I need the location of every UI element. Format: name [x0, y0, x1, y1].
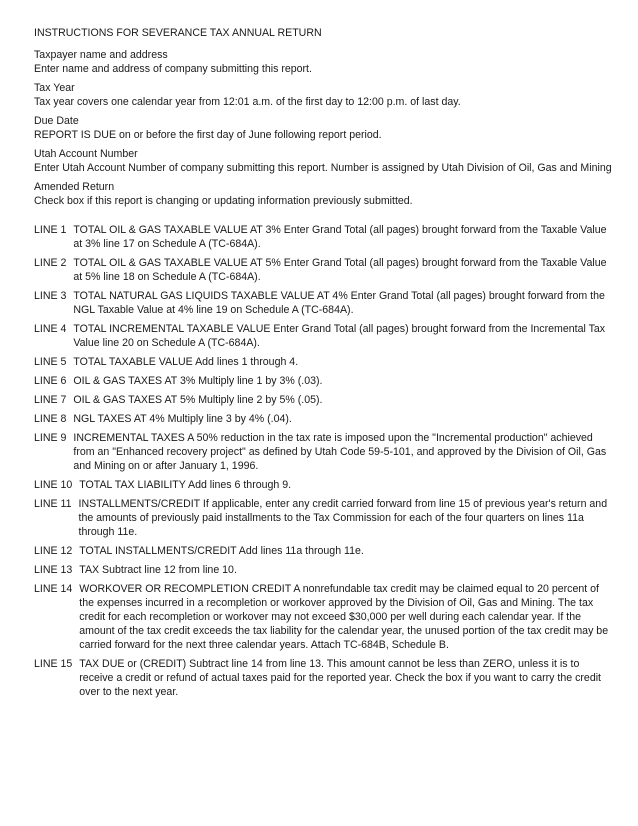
line-item — [34, 544, 614, 558]
line-number: LINE 7 — [34, 394, 67, 406]
line-text: TOTAL INSTALLMENTS/CREDIT Add lines 11a through 11e. — [79, 545, 364, 557]
line-number: LINE 2 — [34, 257, 67, 269]
line-text: TAX Subtract line 12 from line 10. — [79, 564, 237, 576]
line-text: NGL TAXES AT 4% Multiply line 3 by 4% (.04). — [73, 413, 292, 425]
line-item — [34, 393, 614, 407]
line-number: LINE 1 — [34, 224, 67, 236]
line-item — [34, 289, 614, 317]
line-text: OIL & GAS TAXES AT 5% Multiply line 2 by 5% (.05). — [73, 394, 323, 406]
line-item — [34, 497, 614, 539]
line-number: LINE 15 — [34, 658, 73, 670]
field-label: Amended Return — [34, 181, 115, 193]
line-text: TOTAL TAX LIABILITY Add lines 6 through 9. — [79, 479, 292, 491]
line-text: TOTAL OIL & GAS TAXABLE VALUE AT 3% Enter Grand Total (all pages) brought forward from the Taxable Value at 3% line 17 on Schedule A (TC-684A). — [73, 224, 607, 250]
line-item — [34, 374, 614, 388]
instructions-page — [34, 26, 614, 704]
page-title: INSTRUCTIONS FOR SEVERANCE TAX ANNUAL RETURN — [34, 27, 322, 39]
line-number: LINE 14 — [34, 583, 73, 595]
line-instructions — [34, 223, 614, 699]
line-text: TOTAL TAXABLE VALUE Add lines 1 through 4. — [73, 356, 299, 368]
line-text: TAX DUE or (CREDIT) Subtract line 14 from line 13. This amount cannot be less than ZERO, unless it is to receive a credit or refund of actual taxes paid for the reported year. Check the box if you want to carry the credit over to the next year. — [79, 658, 602, 698]
line-number: LINE 13 — [34, 564, 73, 576]
line-text: INCREMENTAL TAXES A 50% reduction in the tax rate is imposed upon the "Incremental production" achieved from an "Enhanced recovery project" as defined by Utah Code 59-5-101, and approved by the Division of Oil, Gas and Mining on or after January 1, 1996. — [73, 432, 607, 472]
field-description: Tax year covers one calendar year from 12:01 a.m. of the first day to 12:00 p.m. of last day. — [34, 96, 461, 108]
line-number: LINE 11 — [34, 498, 72, 510]
line-item — [34, 582, 614, 652]
line-text: TOTAL NATURAL GAS LIQUIDS TAXABLE VALUE AT 4% Enter Grand Total (all pages) brought forward from the NGL Taxable Value at 4% line 19 on Schedule A (TC-684A). — [73, 290, 605, 316]
line-item — [34, 355, 614, 369]
field-label: Taxpayer name and address — [34, 49, 168, 61]
field-description: Enter name and address of company submitting this report. — [34, 63, 312, 75]
line-item — [34, 322, 614, 350]
field-description: Enter Utah Account Number of company submitting this report. Number is assigned by Utah Division of Oil, Gas and Mining — [34, 162, 612, 174]
field-tax-year — [34, 81, 614, 109]
line-number: LINE 8 — [34, 413, 67, 425]
line-item — [34, 657, 614, 699]
field-label: Utah Account Number — [34, 148, 138, 160]
line-number: LINE 3 — [34, 290, 67, 302]
line-number: LINE 6 — [34, 375, 67, 387]
header-fields — [34, 48, 614, 208]
field-description: Check box if this report is changing or updating information previously submitted. — [34, 195, 413, 207]
line-item — [34, 431, 614, 473]
field-taxpayer — [34, 48, 614, 76]
field-label: Due Date — [34, 115, 79, 127]
line-number: LINE 12 — [34, 545, 73, 557]
line-text: TOTAL INCREMENTAL TAXABLE VALUE Enter Grand Total (all pages) brought forward from the Incremental Tax Value line 20 on Schedule A (TC-684A). — [73, 323, 606, 349]
line-item — [34, 478, 614, 492]
line-number: LINE 10 — [34, 479, 73, 491]
field-amended-return — [34, 180, 614, 208]
line-number: LINE 4 — [34, 323, 67, 335]
line-text: TOTAL OIL & GAS TAXABLE VALUE AT 5% Enter Grand Total (all pages) brought forward from the Taxable Value at 5% line 18 on Schedule A (TC-684A). — [73, 257, 607, 283]
field-due-date — [34, 114, 614, 142]
line-item — [34, 563, 614, 577]
line-item — [34, 256, 614, 284]
line-text: INSTALLMENTS/CREDIT If applicable, enter any credit carried forward from line 15 of previous year's return and the amounts of previously paid installments to the Tax Commission for each of the four quarters on lines 11a through 11e. — [78, 498, 608, 538]
line-item — [34, 412, 614, 426]
line-number: LINE 9 — [34, 432, 67, 444]
line-number: LINE 5 — [34, 356, 67, 368]
line-text: WORKOVER OR RECOMPLETION CREDIT A nonrefundable tax credit may be claimed equal to 20 percent of the expenses incurred in a recompletion or workover approved by the Division of Oil, Gas and Mining. The tax credit for each recompletion or workover may not exceed $30,000 per well during each calendar year. If the amount of the tax credit exceeds the tax liability for the calendar year, the unused portion of the tax credit may be carried forward for the next three calendar years. Attach TC-684B, Schedule B. — [79, 583, 609, 651]
field-account-number — [34, 147, 614, 175]
field-label: Tax Year — [34, 82, 75, 94]
field-description: REPORT IS DUE on or before the first day of June following report period. — [34, 129, 382, 141]
line-item — [34, 223, 614, 251]
line-text: OIL & GAS TAXES AT 3% Multiply line 1 by 3% (.03). — [73, 375, 323, 387]
